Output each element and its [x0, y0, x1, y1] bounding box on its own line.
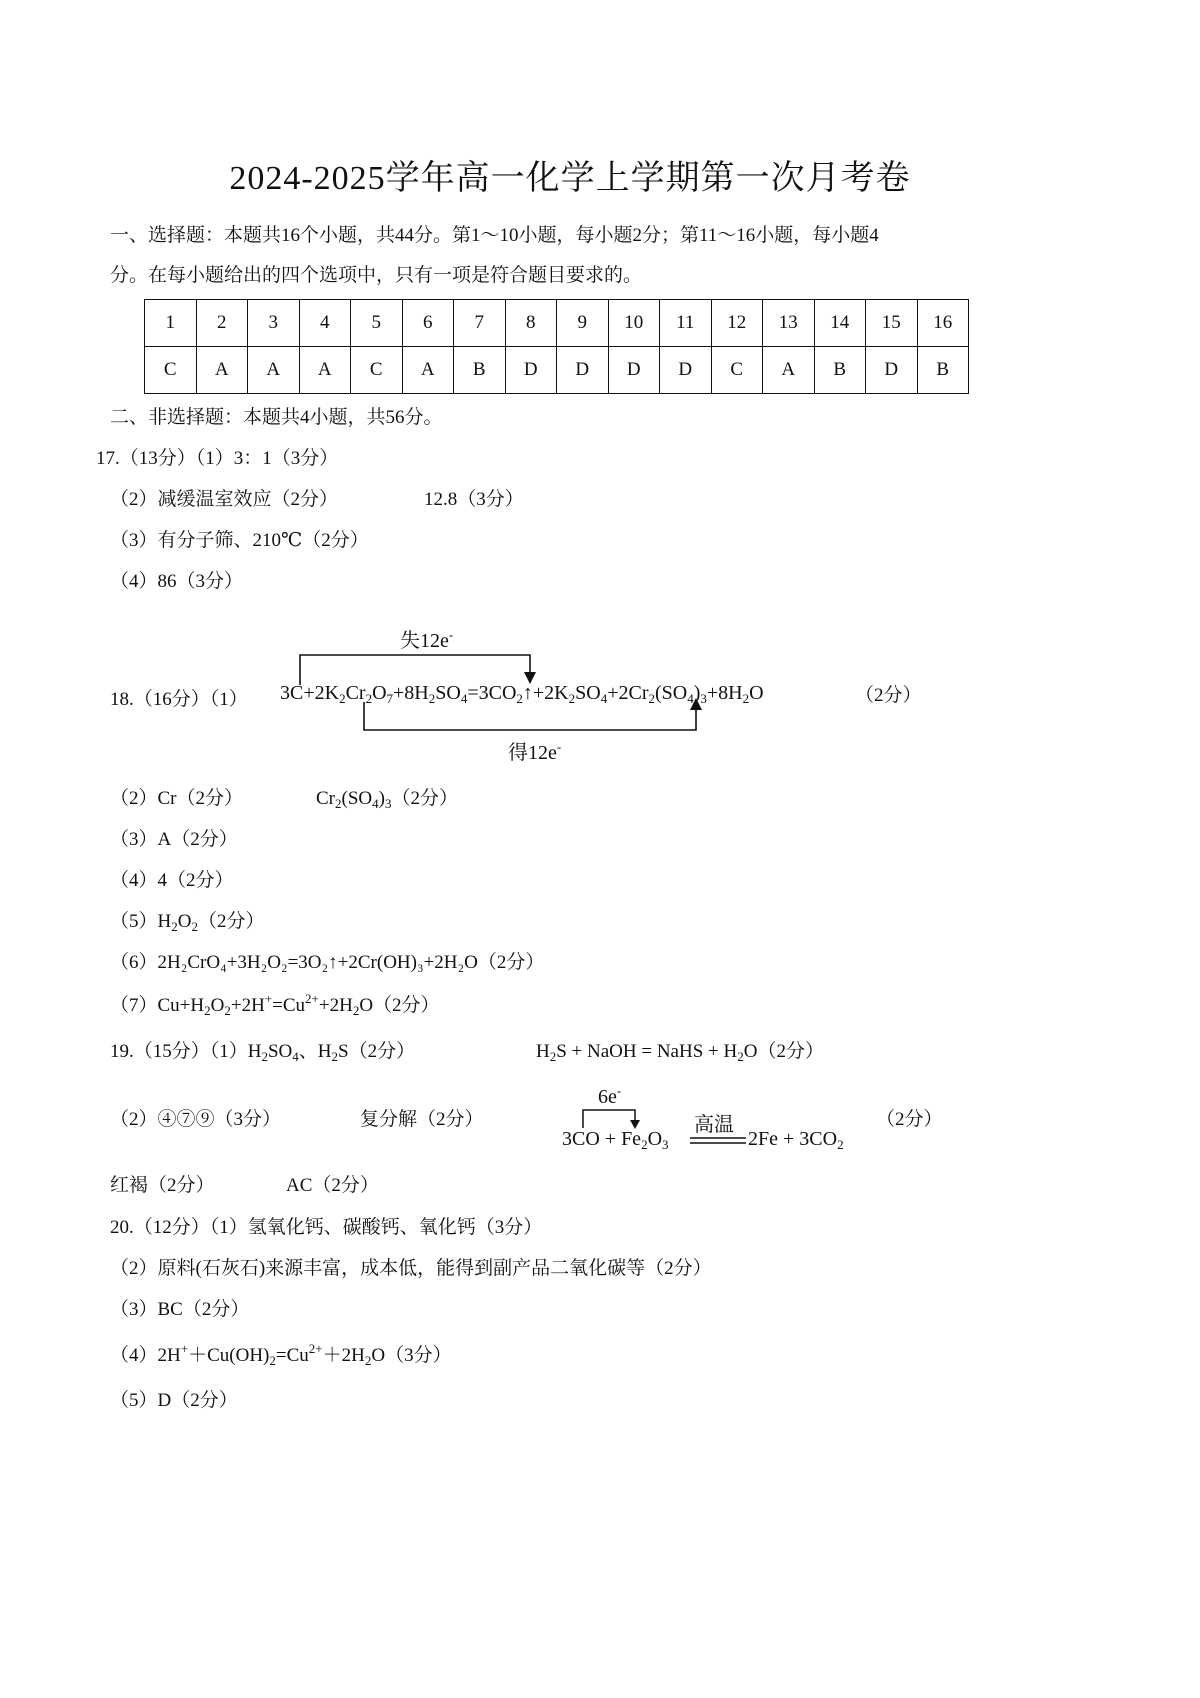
q18-gain-electrons-label: 得12e-: [508, 739, 562, 764]
answer-cell: D: [557, 347, 609, 394]
q19-line2a: （2）④⑦⑨（3分）: [110, 1109, 282, 1130]
answer-cell: D: [505, 347, 557, 394]
q18-line2a: （2）Cr（2分）: [110, 788, 244, 809]
question-number: 7: [454, 300, 506, 347]
q17-line2a: （2）减缓温室效应（2分）: [110, 489, 339, 510]
answer-cell: A: [248, 347, 300, 394]
q19-line1-equation: $H_2S$ + NaOH = NaHS + $H_2O(2$分）: [536, 1041, 824, 1064]
question-number: 10: [608, 300, 660, 347]
answer-table: [144, 299, 969, 394]
question-number: 12: [711, 300, 763, 347]
q19-line2b: 复分解（2分）: [360, 1109, 484, 1130]
answer-table-answers-row: [145, 347, 969, 394]
q18-lose-electrons-label: 失12e-: [400, 627, 454, 652]
answer-cell: A: [402, 347, 454, 394]
answer-cell: A: [196, 347, 248, 394]
question-number: 14: [814, 300, 866, 347]
q18-score: （2分）: [855, 685, 922, 706]
q18-redox-equation: $3C+2K_2Cr_2O_7+8H_2SO_4=3CO_2↑+2K_2SO_4+2Cr_2(SO_4)_3+8H_2O$: [280, 682, 764, 706]
q20-line3: （3）BC（2分）: [110, 1299, 250, 1320]
question-number: 2: [196, 300, 248, 347]
question-number: 16: [917, 300, 969, 347]
answer-cell: B: [814, 347, 866, 394]
answer-cell: C: [711, 347, 763, 394]
answer-cell: A: [763, 347, 815, 394]
q19-reaction-condition: 高温: [694, 1114, 734, 1136]
answer-cell: B: [917, 347, 969, 394]
answer-cell: C: [351, 347, 403, 394]
q19-redox-products: $2Fe + 3CO_2$: [748, 1128, 844, 1152]
q18-line6: （6）2H₂CrO₄+3H₂O₂=3O₂↑+2Cr(OH)₃+2H₂O（2分）: [110, 952, 545, 973]
q17-line4: （4）86（3分）: [110, 571, 244, 592]
page-title: 2024-2025学年高一化学上学期第一次月考卷: [229, 160, 911, 197]
answer-cell: A: [299, 347, 351, 394]
question-number: 11: [660, 300, 712, 347]
q20-line2: （2）原料(石灰石)来源丰富，成本低，能得到副产品二氧化碳等（2分）: [110, 1258, 712, 1279]
answer-cell: C: [145, 347, 197, 394]
question-number: 5: [351, 300, 403, 347]
question-number: 15: [866, 300, 918, 347]
answer-table-numbers-row: [145, 300, 969, 347]
q18-line5: $(5)H_2O_2(2$分）: [110, 911, 265, 934]
q17-line1: 17.（13分）（1）3：1（3分）: [96, 448, 339, 469]
q19-redox-reactants: $3CO + Fe_2O_3$: [562, 1128, 669, 1152]
q18-line4: （4）4（2分）: [110, 870, 234, 891]
q19-line3a: 红褐（2分）: [110, 1175, 215, 1196]
q20-line5: （5）D（2分）: [110, 1390, 238, 1411]
answer-cell: D: [660, 347, 712, 394]
question-number: 4: [299, 300, 351, 347]
question-number: 3: [248, 300, 300, 347]
q19-line2-score: （2分）: [876, 1109, 943, 1130]
q19-line1: 19.（15分）$(1)H_2SO_4$、$H_2S(2$分）: [110, 1041, 416, 1064]
q19-electrons-label: 6e-: [598, 1083, 622, 1108]
q17-line3: （3）有分子筛、210℃（2分）: [110, 530, 369, 551]
q19-line3b: AC（2分）: [286, 1175, 379, 1196]
question-number: 8: [505, 300, 557, 347]
section2-heading: 二、非选择题：本题共4小题，共56分。: [110, 407, 443, 428]
section1-instructions-line2: 分。在每小题给出的四个选项中，只有一项是符合题目要求的。: [110, 265, 643, 286]
question-number: 1: [145, 300, 197, 347]
answer-cell: B: [454, 347, 506, 394]
q18-prefix: 18.（16分）（1）: [110, 689, 248, 710]
answer-cell: D: [866, 347, 918, 394]
answer-cell: D: [608, 347, 660, 394]
q20-line4: $(4)2H^++Cu(OH)_2=Cu^{2+}+2H_2O(3$分）: [110, 1341, 452, 1368]
q20-line1: 20.（12分）（1）氢氧化钙、碳酸钙、氧化钙（3分）: [110, 1217, 543, 1238]
question-number: 9: [557, 300, 609, 347]
question-number: 6: [402, 300, 454, 347]
q18-line2b: $Cr_2(SO_4)_3(2$分）: [316, 788, 458, 811]
section1-instructions-line1: 一、选择题：本题共16个小题，共44分。第1～10小题，每小题2分；第11～16小题，每小题4: [110, 225, 879, 246]
question-number: 13: [763, 300, 815, 347]
q18-line3: （3）A（2分）: [110, 829, 238, 850]
q17-line2b: 12.8（3分）: [424, 489, 524, 510]
q19-equals-sign: [690, 1137, 746, 1145]
q18-line7: $(7)Cu+H_2O_2+2H^+=Cu^{2+}+2H_2O(2$分）: [110, 991, 440, 1018]
